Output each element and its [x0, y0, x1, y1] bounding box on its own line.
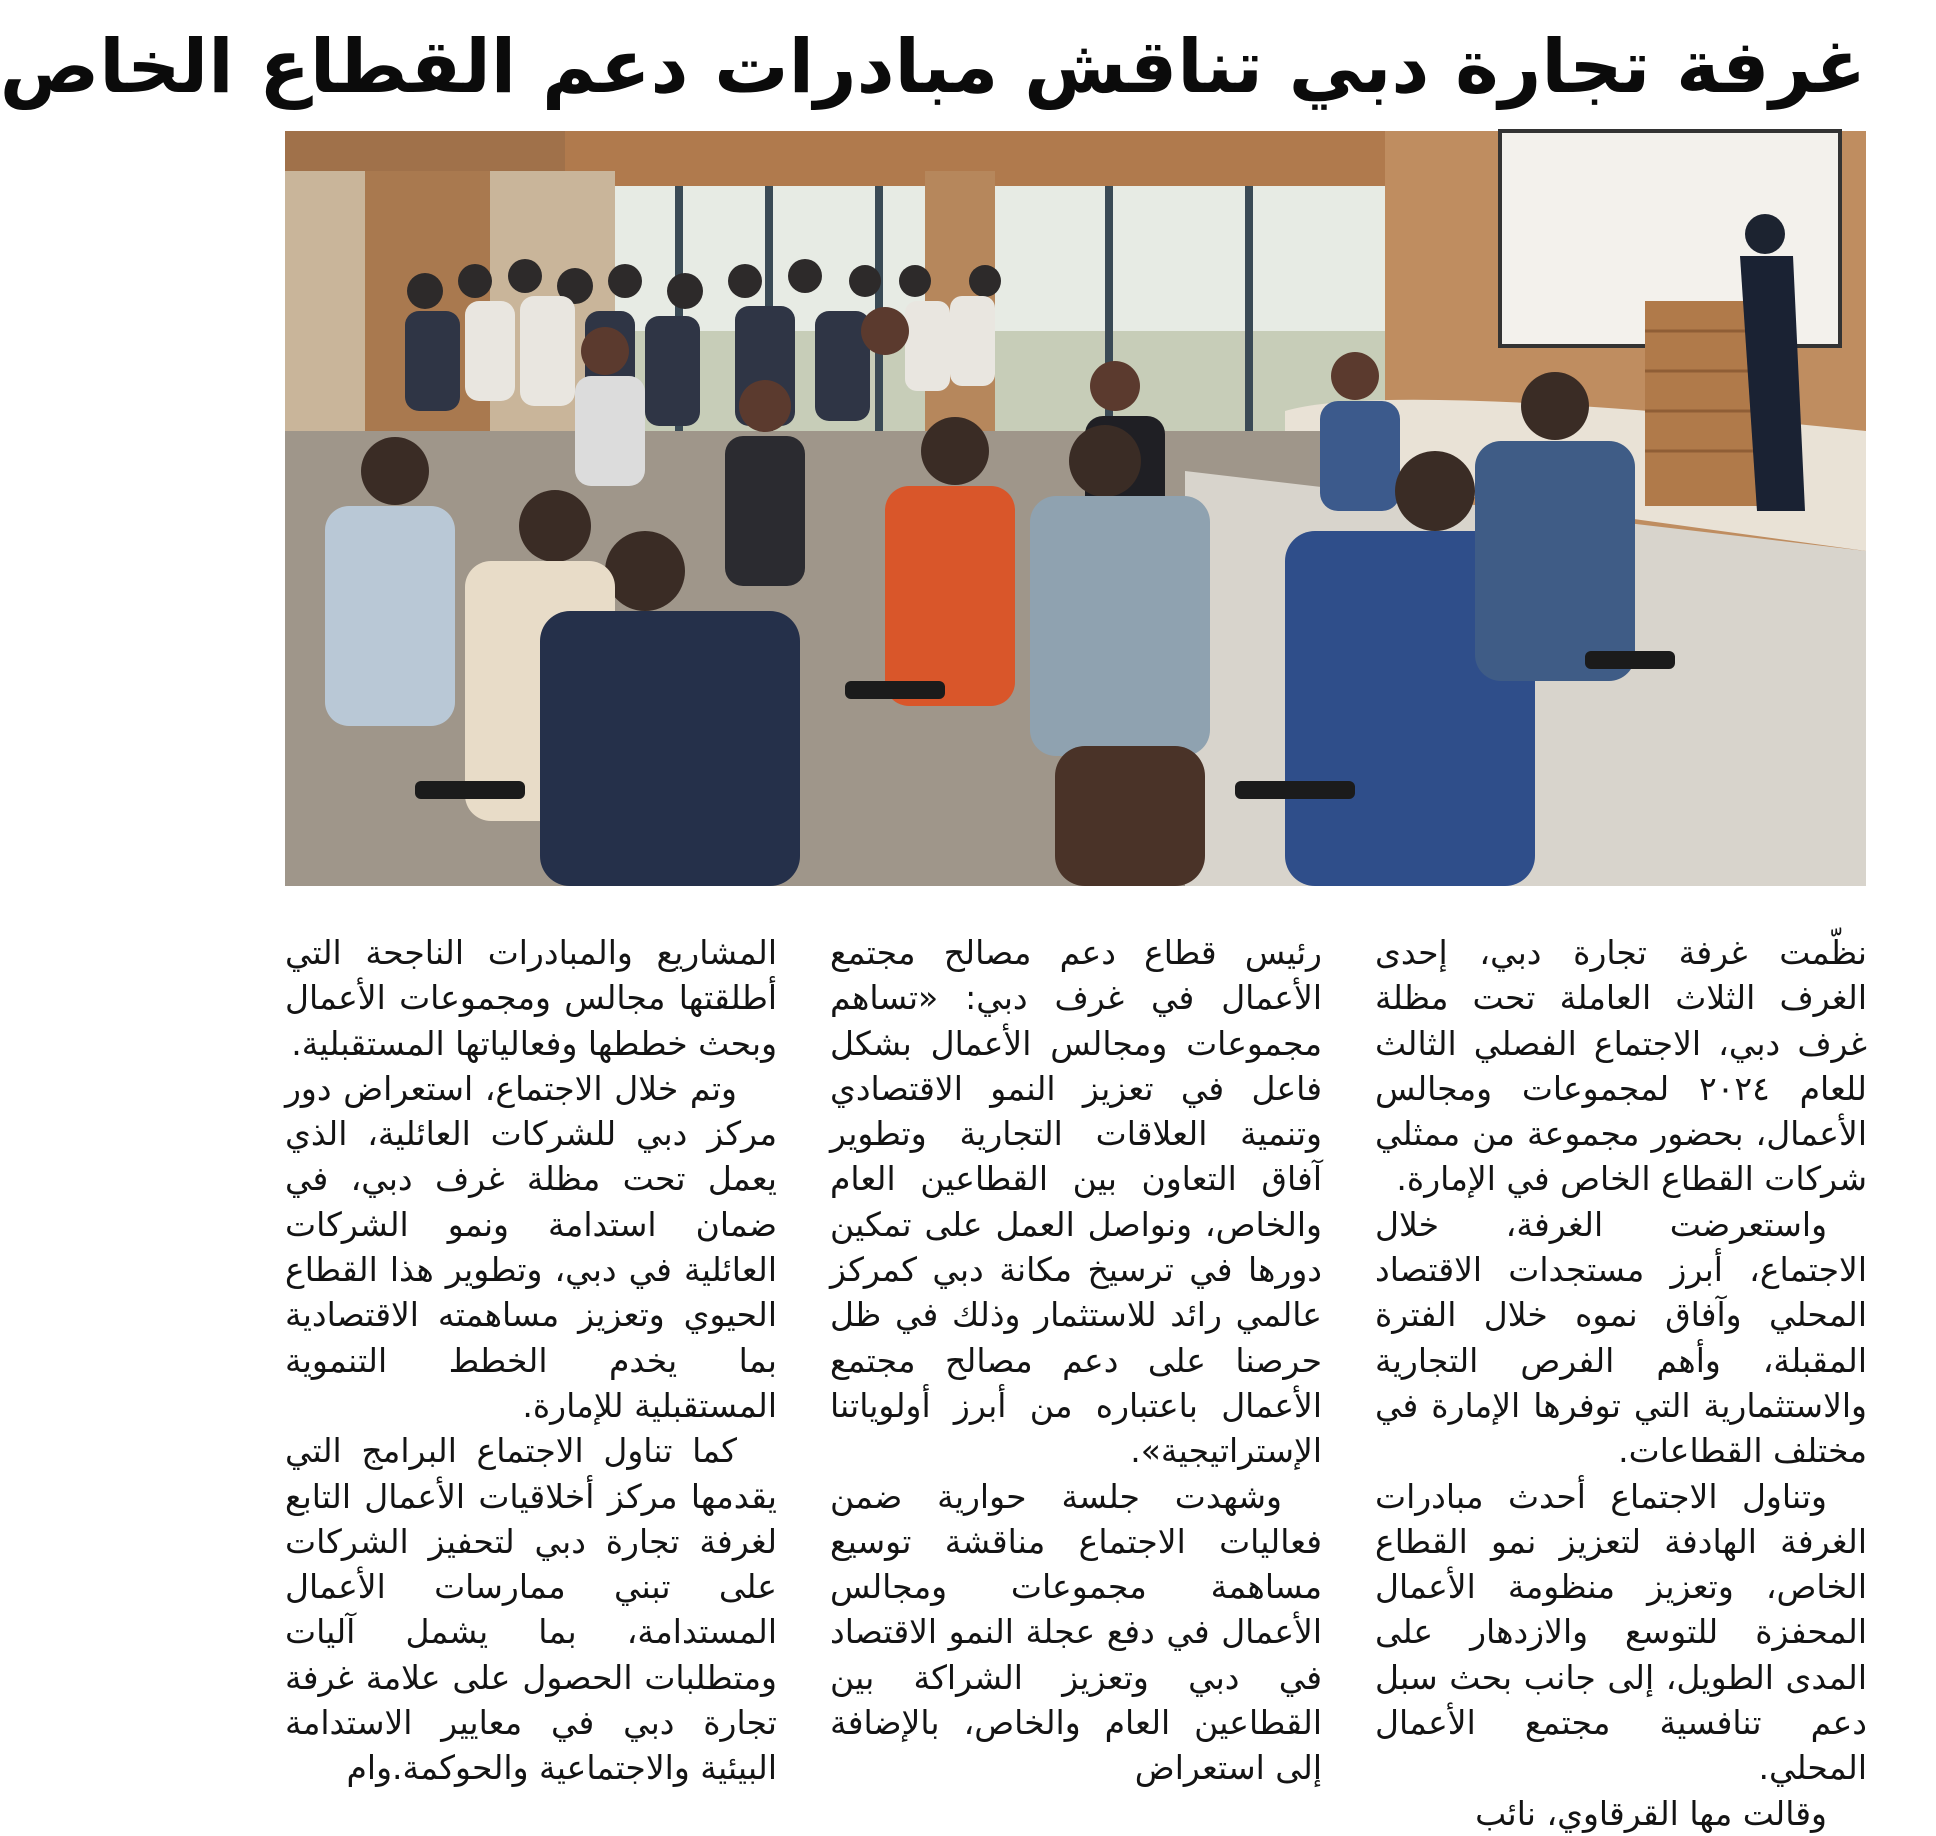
paragraph: وشهدت جلسة حوارية ضمن فعاليات الاجتماع مناقشة توسيع مساهمة مجموعات ومجالس الأعمال في دفع عجلة النمو الاقتصاد في دبي وتعزيز الشراكة بين القطاعين العام والخاص، بالإضافة إلى استعراض [830, 1476, 1322, 1788]
paragraph: كما تناول الاجتماع البرامج التي يقدمها مركز أخلاقيات الأعمال التابع لغرفة تجارة دبي لتحفيز الشركات على تبني ممارسات الأعمال المستدامة، بما يشمل آليات ومتطلبات الحصول على علامة غرفة تجارة دبي في معايير الاستدامة البيئية والاجتماعية والحوكمة.وام [285, 1431, 777, 1788]
city-view [615, 331, 1385, 446]
wood-beam [565, 131, 1505, 189]
paragraph: وقالت مها القرقاوي، نائب [1475, 1793, 1827, 1833]
article-column-3 [285, 930, 777, 1788]
plaid-jacket [1475, 441, 1635, 681]
paragraph: المشاريع والمبادرات الناجحة التي أطلقتها مجالس ومجموعات الأعمال وبحث خططها وفعالياتها المستقبلية. [285, 933, 777, 1063]
article-column-2 [830, 930, 1322, 1788]
paragraph: وتناول الاجتماع أحدث مبادرات الغرفة الهادفة لتعزيز نمو القطاع الخاص، وتعزيز منظومة الأعمال المحفزة للتوسع والازدهار على المدى الطويل، إلى جانب بحث سبل دعم تنافسية مجتمع الأعمال المحلي. [1375, 1476, 1867, 1788]
orange-jacket [885, 486, 1015, 706]
article-headline: غرفة تجارة دبي تناقش مبادرات دعم القطاع الخاص [0, 24, 1866, 110]
event-photo [285, 131, 1866, 886]
article-column-1 [1375, 930, 1867, 1833]
conference-hall-illustration [285, 131, 1866, 886]
window-mullion [1245, 186, 1253, 446]
striped-shirt [575, 376, 645, 486]
paragraph: نظّمت غرفة تجارة دبي، إحدى الغرف الثلاث العاملة تحت مظلة غرف دبي، الاجتماع الفصلي الثالث للعام ٢٠٢٤ لمجموعات ومجالس الأعمال، بحضور مجموعة من ممثلي شركات القطاع الخاص في الإمارة. [1375, 933, 1867, 1199]
speaker-head [1745, 214, 1785, 254]
article-body [285, 930, 1867, 1833]
paragraph: واستعرضت الغرفة، خلال الاجتماع، أبرز مستجدات الاقتصاد المحلي وآفاق نموه خلال الفترة المقبلة، وأهم الفرص التجارية والاستثمارية التي توفرها الإمارة في مختلف القطاعات. [1375, 1204, 1867, 1471]
paragraph: وتم خلال الاجتماع، استعراض دور مركز دبي للشركات العائلية، الذي يعمل تحت مظلة غرف دبي، في ضمان استدامة ونمو الشركات العائلية في دبي، وتطوير هذا القطاع الحيوي وتعزيز مساهمته الاقتصادية بما يخدم الخطط التنموية المستقبلية للإمارة. [285, 1068, 777, 1425]
light-blue-shirt [325, 506, 455, 726]
navy-jacket [540, 611, 800, 886]
grey-jacket [1030, 496, 1210, 756]
paragraph: رئيس قطاع دعم مصالح مجتمع الأعمال في غرف دبي: «تساهم مجموعات ومجالس الأعمال بشكل فاعل في تعزيز النمو الاقتصادي وتنمية العلاقات التجارية وتطوير آفاق التعاون بين القطاعين العام والخاص، ونواصل العمل على تمكين دورها في ترسيخ مكانة دبي كمركز عالمي رائد للاستثمار وذلك في ظل حرصنا على دعم مصالح مجتمع الأعمال باعتباره من أبرز أولوياتنا الإستراتيجية». [830, 933, 1322, 1471]
